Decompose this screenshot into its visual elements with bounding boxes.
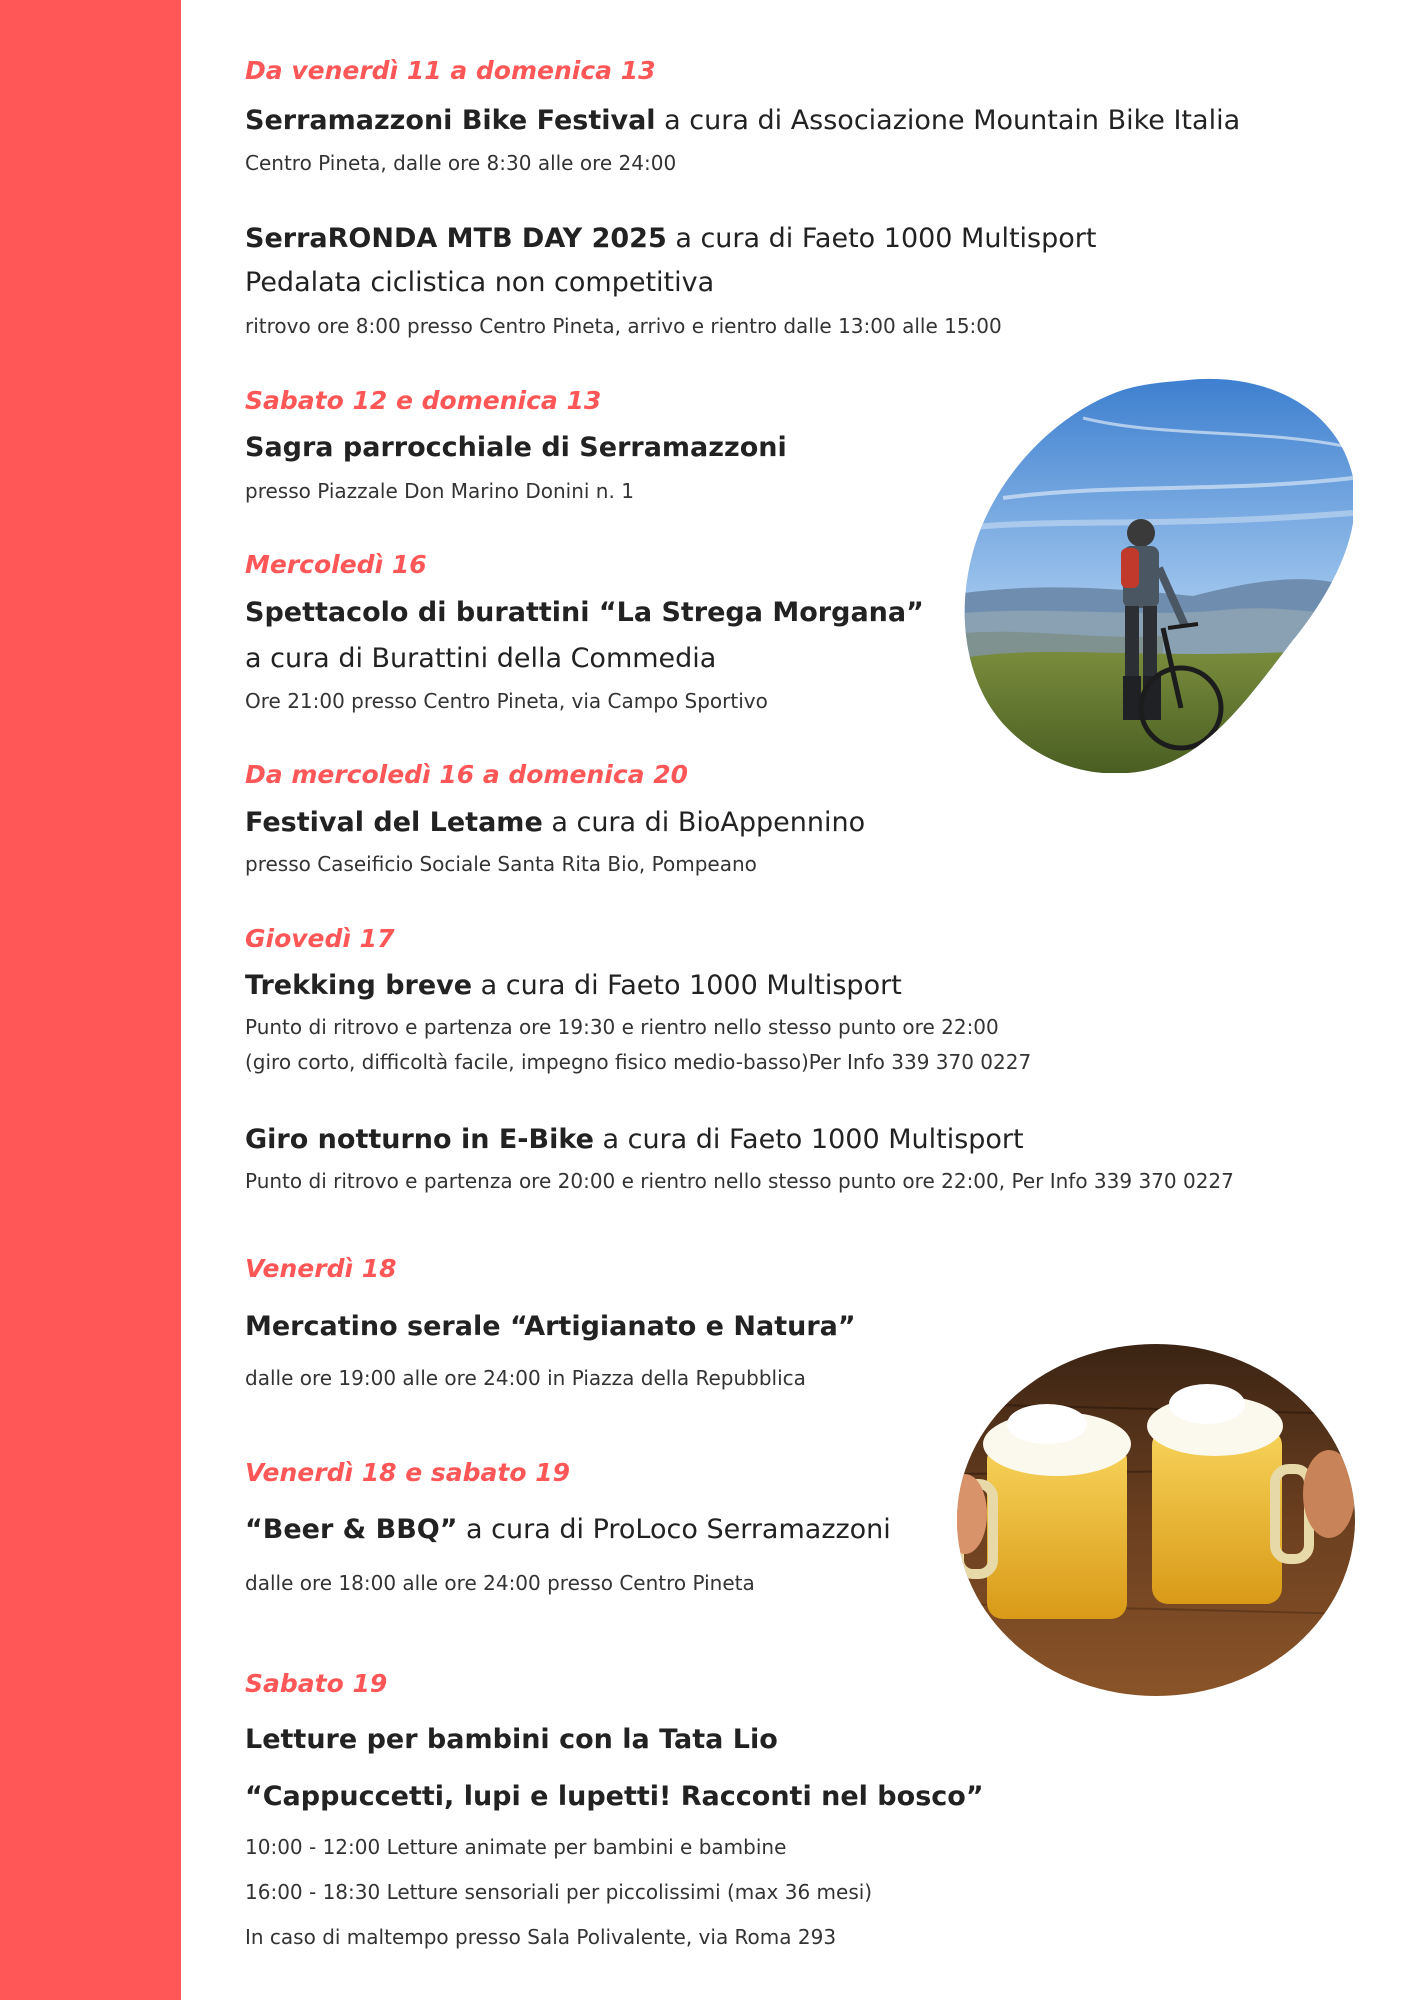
event-date: Mercoledì 16 [245,550,427,579]
event-heading [245,1514,891,1546]
event-detail: dalle ore 19:00 alle ore 24:00 in Piazza della Repubblica [245,1366,806,1390]
event-subtitle: “Cappuccetti, lupi e lupetti! Racconti nel bosco” [245,1781,984,1812]
event-title: Mercatino serale “Artigianato e Natura” [245,1311,856,1342]
event-organizer: a cura di Burattini della Commedia [245,643,717,674]
event-date: Da mercoledì 16 a domenica 20 [245,760,689,789]
event-date: Venerdì 18 e sabato 19 [245,1458,571,1487]
event-title: Giro notturno in E-Bike [245,1124,594,1155]
event-organizer: a cura di Faeto 1000 Multisport [593,1124,1024,1155]
event-date: Giovedì 17 [245,924,395,953]
event-title: “Beer & BBQ” [245,1514,458,1545]
sidebar-accent-bar [0,0,181,2000]
event-organizer: a cura di Associazione Mountain Bike Italia [655,105,1241,136]
event-organizer: a cura di Faeto 1000 Multisport [472,970,902,1001]
event-title: Serramazzoni Bike Festival [245,105,656,136]
event-heading [245,970,902,1002]
event-detail: ritrovo ore 8:00 presso Centro Pineta, arrivo e rientro dalle 13:00 alle 15:00 [245,314,1002,338]
event-title: Letture per bambini con la Tata Lio [245,1724,778,1755]
event-list [245,0,1385,2000]
beer-mugs-photo [957,1344,1355,1696]
event-date: Sabato 19 [245,1669,388,1698]
event-heading [245,105,1240,137]
event-organizer: a cura di Faeto 1000 Multisport [666,223,1097,254]
event-detail: Punto di ritrovo e partenza ore 20:00 e rientro nello stesso punto ore 22:00, Per Info 339 370 0227 [245,1169,1234,1193]
event-date: Sabato 12 e domenica 13 [245,386,602,415]
mountain-biker-photo [963,378,1353,773]
event-detail: (giro corto, difficoltà facile, impegno fisico medio-basso)Per Info 339 370 0227 [245,1050,1032,1074]
event-date: Venerdì 18 [245,1254,397,1283]
event-detail: In caso di maltempo presso Sala Polivalente, via Roma 293 [245,1925,837,1949]
event-title: SerraRONDA MTB DAY 2025 [245,223,667,254]
event-organizer: a cura di BioAppennino [542,807,866,838]
event-detail: Ore 21:00 presso Centro Pineta, via Campo Sportivo [245,689,768,713]
event-detail: Punto di ritrovo e partenza ore 19:30 e rientro nello stesso punto ore 22:00 [245,1015,999,1039]
event-title: Festival del Letame [245,807,543,838]
event-heading [245,1124,1024,1156]
event-date: Da venerdì 11 a domenica 13 [245,56,656,85]
event-detail: 10:00 - 12:00 Letture animate per bambini e bambine [245,1835,787,1859]
event-detail: 16:00 - 18:30 Letture sensoriali per piccolissimi (max 36 mesi) [245,1880,873,1904]
event-title: Sagra parrocchiale di Serramazzoni [245,432,787,463]
event-heading [245,807,865,839]
event-description: Pedalata ciclistica non competitiva [245,267,715,298]
event-heading [245,223,1096,255]
event-detail: dalle ore 18:00 alle ore 24:00 presso Centro Pineta [245,1571,755,1595]
event-title: Spettacolo di burattini “La Strega Morgana” [245,597,924,628]
event-detail: presso Piazzale Don Marino Donini n. 1 [245,479,634,503]
event-organizer: a cura di ProLoco Serramazzoni [457,1514,891,1545]
event-title: Trekking breve [245,970,473,1001]
event-detail: presso Caseificio Sociale Santa Rita Bio, Pompeano [245,852,757,876]
event-detail: Centro Pineta, dalle ore 8:30 alle ore 24:00 [245,151,677,175]
